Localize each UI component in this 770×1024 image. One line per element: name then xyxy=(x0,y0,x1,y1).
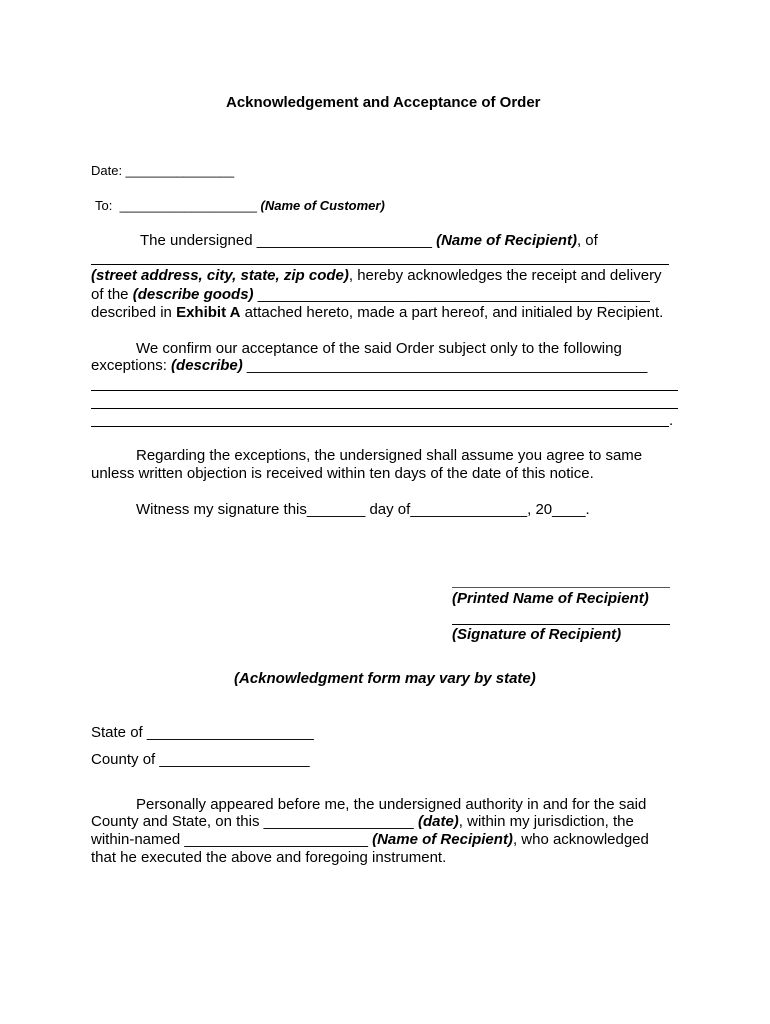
exhibit-line xyxy=(91,305,663,320)
appeared-line-4: that he executed the above and foregoing instrument. xyxy=(91,849,447,866)
address-placeholder: (street address, city, state, zip code) xyxy=(91,267,349,284)
printed-name-rule xyxy=(452,587,670,588)
exceptions-end-mark: . xyxy=(669,412,674,429)
address-suffix: , hereby acknowledges the receipt and delivery xyxy=(348,267,662,284)
undersigned-suffix: , of xyxy=(576,232,598,249)
undersigned-placeholder: (Name of Recipient) xyxy=(436,232,577,249)
confirm-line: We confirm our acceptance of the said Order subject only to the following xyxy=(136,340,622,357)
appeared-line-3 xyxy=(91,832,649,847)
exceptions-suffix: ________________________________________________ xyxy=(242,357,648,374)
address-line xyxy=(91,268,662,283)
address-blank-rule xyxy=(91,264,669,265)
recipient-placeholder: (Name of Recipient) xyxy=(372,831,513,848)
exhibit-suffix: attached hereto, made a part hereof, and initialed by Recipient. xyxy=(240,304,664,321)
exceptions-blank-rule-1 xyxy=(91,390,678,391)
exhibit-reference: Exhibit A xyxy=(176,304,241,321)
state-line: State of ____________________ xyxy=(91,724,314,741)
appeared-line-3-suffix: , who acknowledged xyxy=(512,831,649,848)
printed-name-label: (Printed Name of Recipient) xyxy=(452,590,649,607)
witness-line: Witness my signature this_______ day of______________, 20____. xyxy=(136,501,590,518)
date-line: Date: _______________ xyxy=(91,163,235,178)
date-placeholder: (date) xyxy=(417,813,459,830)
exceptions-line xyxy=(91,358,647,373)
appeared-line-2-prefix: County and State, on this __________________ xyxy=(91,813,418,830)
to-line-placeholder: (Name of Customer) xyxy=(260,198,385,213)
exhibit-prefix: described in xyxy=(91,304,177,321)
regarding-line-1: Regarding the exceptions, the undersigned shall assume you agree to same xyxy=(136,447,643,464)
signature-label: (Signature of Recipient) xyxy=(452,626,622,643)
goods-placeholder: (describe goods) xyxy=(132,286,254,303)
exceptions-prefix: exceptions: xyxy=(91,357,172,374)
exceptions-placeholder: (describe) xyxy=(171,357,243,374)
appeared-line-1: Personally appeared before me, the undersigned authority in and for the said xyxy=(136,796,647,813)
appeared-line-2-suffix: , within my jurisdiction, the xyxy=(458,813,634,830)
exceptions-blank-rule-2 xyxy=(91,408,678,409)
goods-prefix: of the xyxy=(91,286,133,303)
undersigned-text: The undersigned _____________________ xyxy=(140,232,437,249)
page-title: Acknowledgement and Acceptance of Order xyxy=(226,94,541,111)
exceptions-blank-rule-3 xyxy=(91,426,669,427)
appeared-line-2 xyxy=(91,814,634,829)
state-variation-notice: (Acknowledgment form may vary by state) xyxy=(234,670,536,687)
appeared-line-3-prefix: within-named ______________________ xyxy=(91,831,373,848)
signature-rule xyxy=(452,624,670,625)
goods-line xyxy=(91,287,650,302)
to-line xyxy=(95,199,385,212)
regarding-line-2: unless written objection is received within ten days of the date of this notice. xyxy=(91,465,594,482)
undersigned-line xyxy=(140,233,598,248)
county-line: County of __________________ xyxy=(91,751,310,768)
goods-suffix: _______________________________________________ xyxy=(253,286,650,303)
to-line-text: To: ___________________ xyxy=(95,198,261,213)
